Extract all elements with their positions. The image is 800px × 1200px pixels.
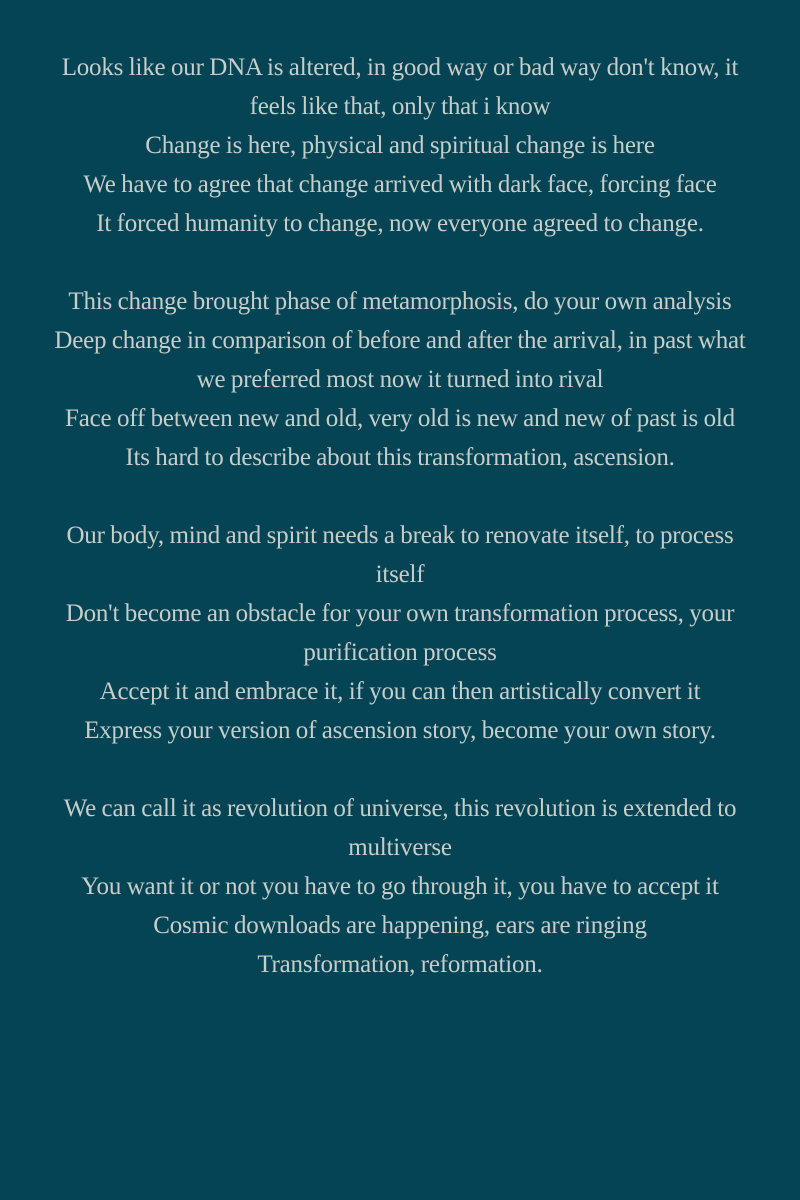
poem-line: It forced humanity to change, now everyone agreed to change. bbox=[96, 210, 704, 237]
stanza-2 bbox=[52, 282, 748, 477]
poem-line: This change brought phase of metamorphosis, do your own analysis bbox=[68, 288, 732, 315]
poem-line: Face off between new and old, very old is new and new of past is old bbox=[65, 405, 735, 432]
poem-line: Change is here, physical and spiritual change is here bbox=[145, 132, 655, 159]
stanza-3 bbox=[52, 516, 748, 750]
poem-line: Our body, mind and spirit needs a break to renovate itself, to process itself bbox=[66, 522, 734, 588]
poem-line: Its hard to describe about this transformation, ascension. bbox=[125, 444, 675, 471]
poem-line: Accept it and embrace it, if you can then artistically convert it bbox=[99, 678, 701, 705]
stanza-1 bbox=[52, 48, 748, 243]
stanza-4 bbox=[52, 789, 748, 984]
poem-line: Transformation, reformation. bbox=[257, 951, 543, 978]
poem-line: We can call it as revolution of universe, this revolution is extended to multiverse bbox=[63, 795, 737, 861]
poem-line: Deep change in comparison of before and after the arrival, in past what we preferred most now it turned into rival bbox=[54, 327, 746, 393]
poem-line: Express your version of ascension story, become your own story. bbox=[84, 717, 716, 744]
poem-line: Looks like our DNA is altered, in good way or bad way don't know, it feels like that, only that i know bbox=[61, 54, 739, 120]
poem-line: Don't become an obstacle for your own transformation process, your purification process bbox=[65, 600, 735, 666]
poem-line: You want it or not you have to go through it, you have to accept it bbox=[81, 873, 719, 900]
poem-line: We have to agree that change arrived with dark face, forcing face bbox=[83, 171, 717, 198]
poem-line: Cosmic downloads are happening, ears are ringing bbox=[153, 912, 647, 939]
